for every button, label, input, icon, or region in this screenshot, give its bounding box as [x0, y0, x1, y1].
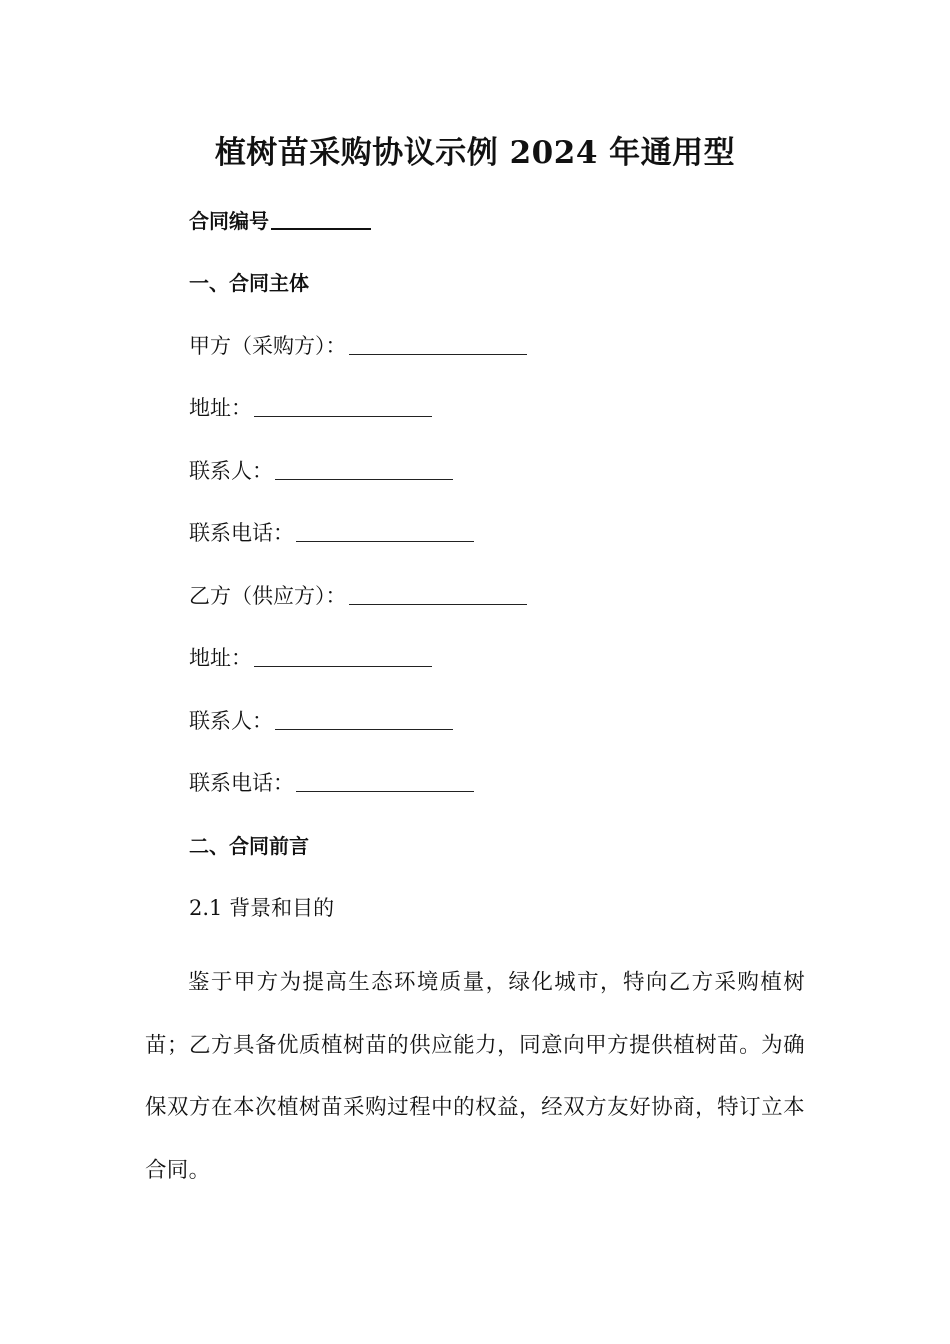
party-a-address-line	[189, 393, 432, 423]
party-a-phone-blank[interactable]	[296, 521, 474, 542]
section2-heading: 二、合同前言	[189, 834, 309, 858]
party-b-label: 乙方（供应方）：	[189, 584, 347, 608]
party-a-phone-line	[189, 518, 474, 548]
party-b-address-label: 地址：	[189, 646, 252, 670]
document-title: 植树苗采购协议示例 2024 年通用型	[214, 135, 736, 171]
party-a-line	[189, 331, 527, 361]
party-b-contact-line	[189, 706, 453, 736]
party-b-blank[interactable]	[349, 584, 527, 605]
party-b-phone-blank[interactable]	[296, 771, 474, 792]
party-a-contact-line	[189, 456, 453, 486]
party-a-contact-label: 联系人：	[189, 459, 273, 483]
party-a-label: 甲方（采购方）：	[189, 334, 347, 358]
subsection-2-1-heading: 2.1 背景和目的	[189, 896, 335, 920]
contract-number-label: 合同编号	[189, 209, 269, 233]
preamble-paragraph: 鉴于甲方为提高生态环境质量，绿化城市，特向乙方采购植树苗；乙方具备优质植树苗的供应能力，同意向甲方提供植树苗。为确保双方在本次植树苗采购过程中的权益，经双方友好协商，特订立本合同。	[145, 970, 805, 1183]
party-a-address-label: 地址：	[189, 396, 252, 420]
party-a-contact-blank[interactable]	[275, 459, 453, 480]
party-b-line	[189, 581, 527, 611]
section1-heading: 一、合同主体	[189, 271, 309, 295]
party-b-phone-label: 联系电话：	[189, 771, 294, 795]
party-a-address-blank[interactable]	[254, 396, 432, 417]
contract-number-blank[interactable]	[271, 208, 371, 230]
party-a-blank[interactable]	[349, 334, 527, 355]
contract-number-line	[189, 206, 371, 236]
party-b-contact-blank[interactable]	[275, 709, 453, 730]
party-b-contact-label: 联系人：	[189, 709, 273, 733]
party-b-phone-line	[189, 768, 474, 798]
party-b-address-line	[189, 643, 432, 673]
party-a-phone-label: 联系电话：	[189, 521, 294, 545]
party-b-address-blank[interactable]	[254, 646, 432, 667]
